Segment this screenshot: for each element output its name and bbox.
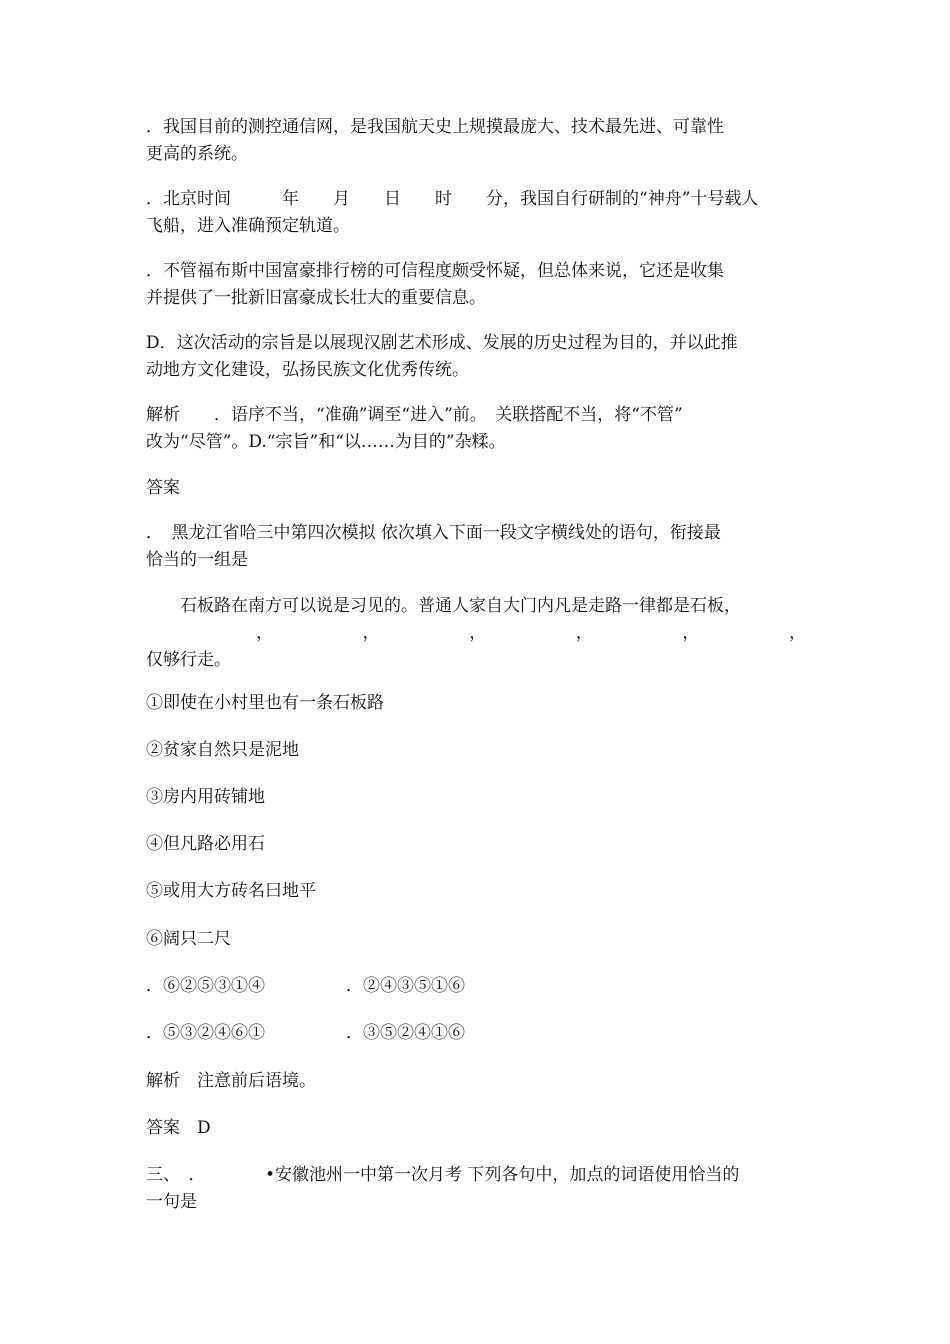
option-c2-line-2: 并提供了一批新旧富豪成长壮大的重要信息。 xyxy=(146,288,486,308)
blank-comma: ， xyxy=(682,623,700,643)
blank-comma: ， xyxy=(575,623,593,643)
option-b-line-1: ．我国目前的测控通信网，是我国航天史上规摸最庞大、技术最先进、可靠性 xyxy=(146,117,724,137)
option-a-choice: ．⑥②⑤③①④ xyxy=(146,976,265,996)
analysis-1 xyxy=(146,402,806,456)
question-3 xyxy=(146,1162,806,1216)
option-d-line-1: D．这次活动的宗旨是以展现汉剧艺术形成、发展的历史过程为目的，并以此推 xyxy=(146,333,738,353)
option-c2-line-1: ．不管福布斯中国富豪排行榜的可信程度颇受怀疑，但总体来说，它还是收集 xyxy=(146,261,724,281)
item-6-text: ⑥阔只二尺 xyxy=(146,929,231,949)
blank-comma: ， xyxy=(788,623,806,643)
option-b-line-2: 更高的系统。 xyxy=(146,144,248,164)
analysis-1-line-2: 改为“尽管”。D.“宗旨”和“以……为目的”杂糅。 xyxy=(146,432,506,452)
answer-1 xyxy=(146,475,806,502)
question-3-line-2: 一句是 xyxy=(146,1192,197,1212)
passage xyxy=(146,593,806,674)
item-2 xyxy=(146,737,806,764)
option-c xyxy=(146,186,806,240)
answer-2 xyxy=(146,1115,806,1142)
blank-comma: ， xyxy=(362,623,380,643)
analysis-1-line-1: 解析 ．语序不当，“准确”调至“进入”前。 关联搭配不当，将“不管” xyxy=(146,405,683,425)
passage-line-3: 仅够行走。 xyxy=(146,650,231,670)
item-6 xyxy=(146,926,806,953)
option-c-choice: ．⑤③②④⑥① xyxy=(146,1023,265,1043)
passage-line-1: 石板路在南方可以说是习见的。普通人家自大门内凡是走路一律都是石板， xyxy=(146,596,741,616)
question-2 xyxy=(146,520,806,574)
analysis-2-text: 解析 注意前后语境。 xyxy=(146,1071,316,1091)
analysis-2 xyxy=(146,1068,806,1095)
option-b-choice: ．②④③⑤①⑥ xyxy=(346,976,465,996)
item-5 xyxy=(146,878,806,905)
item-4-text: ④但凡路必用石 xyxy=(146,834,265,854)
item-1 xyxy=(146,690,806,717)
item-5-text: ⑤或用大方砖名曰地平 xyxy=(146,881,316,901)
question-3-line-1: 三、 ． •安徽池州一中第一次月考 下列各句中，加点的词语使用恰当的 xyxy=(146,1165,740,1185)
blank-comma: ， xyxy=(256,623,273,643)
question-2-line-1: ． 黑龙江省哈三中第四次模拟 依次填入下面一段文字横线处的语句，衔接最 xyxy=(146,523,721,543)
item-1-text: ①即使在小村里也有一条石板路 xyxy=(146,693,384,713)
item-3-text: ③房内用砖铺地 xyxy=(146,787,265,807)
option-d-line-2: 动地方文化建设，弘扬民族文化优秀传统。 xyxy=(146,360,469,380)
option-d-choice: ．③⑤②④①⑥ xyxy=(346,1023,465,1043)
item-2-text: ②贫家自然只是泥地 xyxy=(146,740,299,760)
option-c2 xyxy=(146,258,806,312)
answer-2-text: 答案 D xyxy=(146,1118,211,1138)
answer-1-text: 答案 xyxy=(146,478,180,498)
blank-comma: ， xyxy=(469,623,487,643)
item-3 xyxy=(146,784,806,811)
option-d xyxy=(146,330,806,384)
item-4 xyxy=(146,831,806,858)
option-c-line-1: ．北京时间 年 月 日 时 分，我国自行研制的“神舟”十号载人 xyxy=(146,189,759,209)
option-c-line-2: 飞船，进入准确预定轨道。 xyxy=(146,216,350,236)
passage-blanks-line xyxy=(146,620,806,647)
option-b xyxy=(146,114,806,168)
question-2-line-2: 恰当的一组是 xyxy=(146,550,248,570)
